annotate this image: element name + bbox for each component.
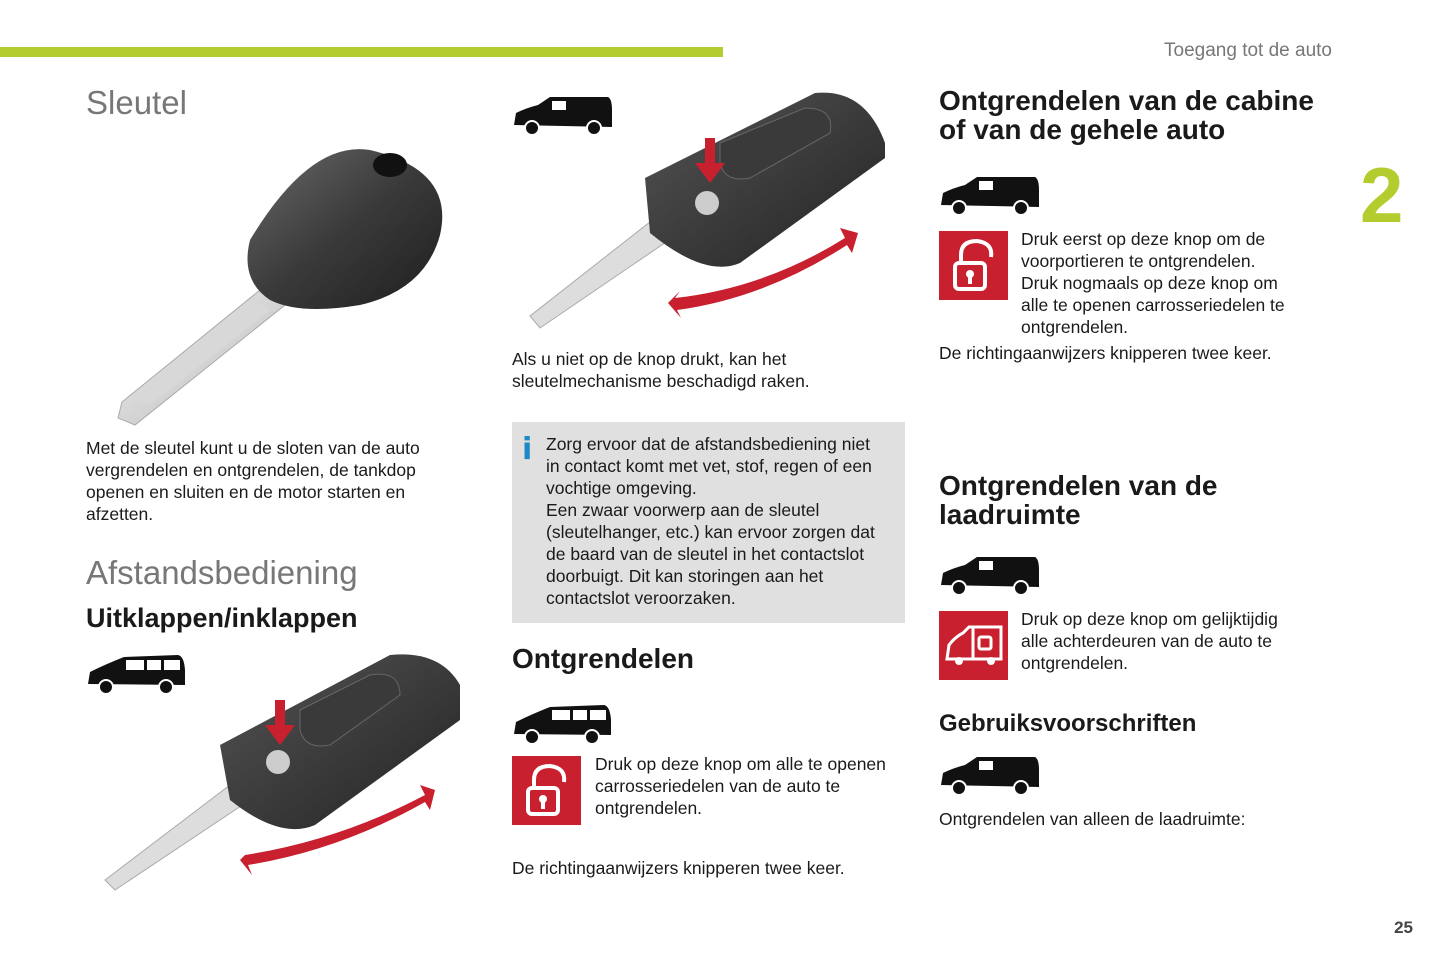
- heading-uitklappen: Uitklappen/inklappen: [86, 603, 358, 633]
- section-title: Toegang tot de auto: [1164, 40, 1332, 61]
- remote-key-fold-illustration: [100, 650, 470, 895]
- heading-laadruimte: Ontgrendelen van de laadruimte: [939, 470, 1218, 530]
- van-icon: [939, 555, 1041, 597]
- unlock-cargo-button-icon: [939, 611, 1008, 680]
- van-icon: [939, 175, 1041, 217]
- laadruimte-text: Druk op deze knop om gelijktijdig alle achterdeuren van de auto te ontgrendelen.: [1021, 609, 1278, 673]
- van-icon: [939, 755, 1041, 797]
- page-number: 25: [1394, 918, 1413, 937]
- key-illustration: [110, 140, 455, 435]
- remote-key-unfold-illustration: [525, 88, 895, 333]
- info-icon: i: [522, 432, 533, 467]
- heading-ontgrendelen: Ontgrendelen: [512, 643, 695, 674]
- warning-text: Als u niet op de knop drukt, kan het sleutelmechanisme beschadigd raken.: [512, 349, 810, 391]
- heading-afstandsbediening: Afstandsbediening: [86, 554, 358, 591]
- heading-sleutel: Sleutel: [86, 84, 187, 121]
- heading-gebruiksvoorschriften: Gebruiksvoorschriften: [939, 710, 1197, 737]
- gebruik-text: Ontgrendelen van alleen de laadruimte:: [939, 809, 1246, 829]
- cabine-blink-text: De richtingaanwijzers knipperen twee keer.: [939, 343, 1272, 363]
- unlock-button-icon: [512, 756, 581, 825]
- sleutel-description: Met de sleutel kunt u de sloten van de auto vergrendelen en ontgrendelen, de tankdop openen en sluiten en de motor starten en afzetten.: [86, 438, 420, 524]
- header-accent-bar: [0, 47, 723, 57]
- chapter-number: 2: [1360, 151, 1404, 239]
- ontgrendelen-text: Druk op deze knop om alle te openen carrosseriedelen van de auto te ontgrendelen.: [595, 754, 886, 818]
- car-mpv-icon: [512, 702, 612, 747]
- heading-cabine: Ontgrendelen van de cabine of van de gehele auto: [939, 85, 1314, 145]
- unlock-cabine-button-icon: [939, 231, 1008, 300]
- blink-text: De richtingaanwijzers knipperen twee keer.: [512, 858, 845, 878]
- cabine-text: Druk eerst op deze knop om de voorportieren te ontgrendelen. Druk nogmaals op deze knop om alle te openen carrosseriedelen te ontgrendelen.: [1021, 229, 1285, 337]
- info-text: Zorg ervoor dat de afstandsbediening niet in contact komt met vet, stof, regen of een vochtige omgeving. Een zwaar voorwerp aan de sleutel (sleutelhanger, etc.) kan ervoor zorgen dat de baard van de sleutel in het contactslot doorbuigt. Dit kan storingen aan het contactslot veroorzaken.: [546, 434, 875, 608]
